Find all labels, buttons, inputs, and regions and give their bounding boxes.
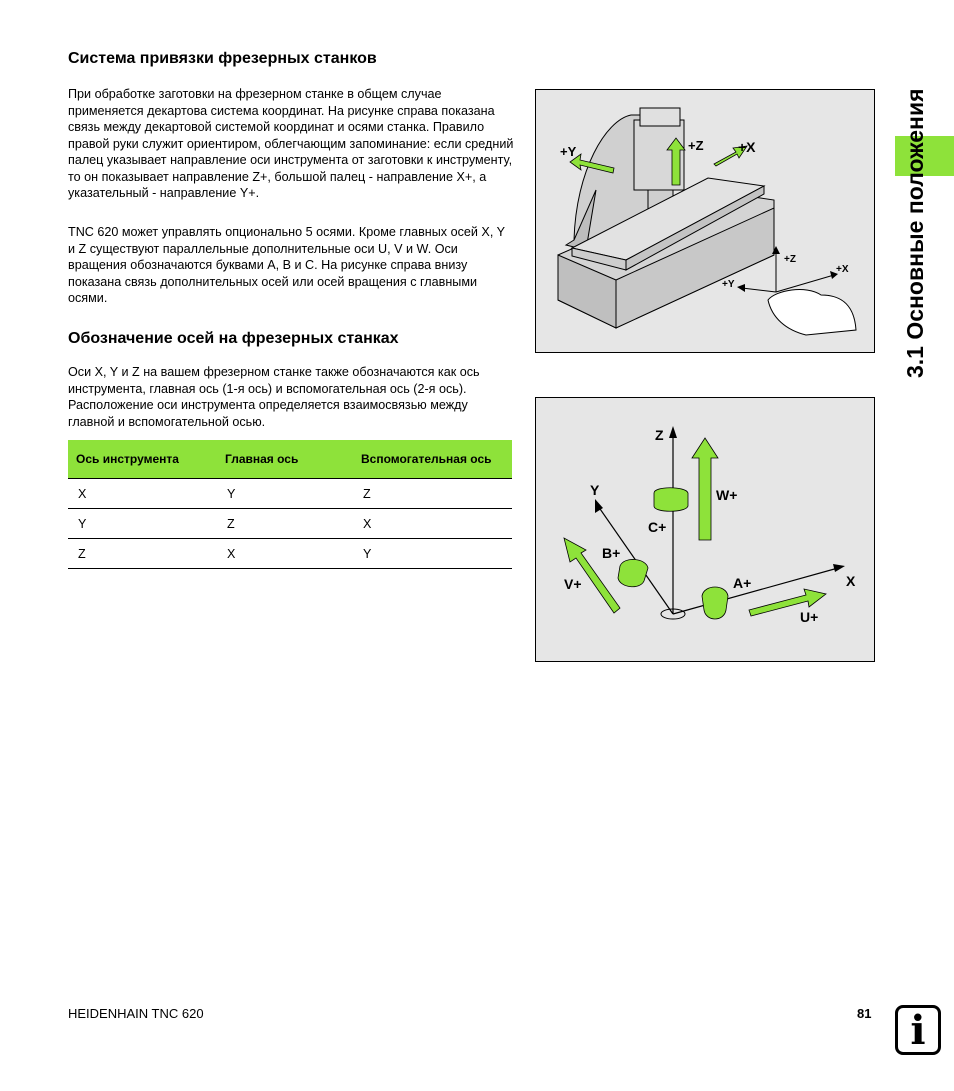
chapter-side-title: 3.1 Основные положения <box>902 88 928 378</box>
label-plus-x: +X <box>738 139 756 155</box>
label-u-plus: U+ <box>800 609 819 625</box>
paragraph-axes-count: TNC 620 может управлять опционально 5 осями. Кроме главных осей X, Y и Z существуют параллельные дополнительные оси U, V и W. Оси вращения обозначаются буквами A, B и C. На рисунке справа внизу показана связь дополнительных осей или осей вращения с главными осями. <box>68 225 505 305</box>
header-main-axis: Главная ось <box>217 440 353 479</box>
label-b-plus: B+ <box>602 545 621 561</box>
label-w-plus: W+ <box>716 487 738 503</box>
label-c-plus: C+ <box>648 519 667 535</box>
table-cell: Z <box>217 509 353 539</box>
label-v-plus: V+ <box>564 576 582 592</box>
page-number: 81 <box>857 1006 872 1021</box>
table-row <box>68 539 512 569</box>
hand-label-z: +Z <box>784 254 796 265</box>
label-x: X <box>846 573 856 589</box>
info-icon-letter: i <box>910 1007 926 1054</box>
header-tool-axis: Ось инструмента <box>68 440 217 479</box>
machine-illustration <box>536 90 874 352</box>
label-plus-y: +Y <box>560 144 577 159</box>
table-cell: Z <box>353 479 512 509</box>
hand-label-x: +X <box>836 264 849 275</box>
hand-icon <box>768 290 856 335</box>
footer-product-name: HEIDENHAIN TNC 620 <box>68 1006 204 1021</box>
table-cell: X <box>68 479 217 509</box>
rotation-b-icon <box>618 559 648 586</box>
rotation-a-icon <box>702 587 728 619</box>
arrow-w-icon <box>692 438 718 540</box>
axes-illustration <box>536 398 874 661</box>
label-a-plus: A+ <box>733 575 752 591</box>
table-row <box>68 479 512 509</box>
paragraph-reference-system: При обработке заготовки на фрезерном станке в общем случае применяется декартова система координат. На рисунке справа показана связь между декартовой системой координат и осями станка. Правило правой руки служит ориентиром, облегчающим запоминание: если средний палец указывает направление оси инструмента от заготовки к инструменту, то он показывает направление Z+, большой палец - направление X+, а указательный - направление Y+. <box>68 87 514 200</box>
table-cell: Y <box>68 509 217 539</box>
table-cell: Y <box>353 539 512 569</box>
table-cell: X <box>353 509 512 539</box>
table-row <box>68 509 512 539</box>
axis-table-header-row <box>68 440 512 479</box>
table-cell: X <box>217 539 353 569</box>
paragraph-axis-designation: Оси X, Y и Z на вашем фрезерном станке также обозначаются как ось инструмента, главная ось (1-я ось) и вспомогательная ось (2-я ось). Расположение оси инструмента определяется взаимосвязью между главной и вспомогательной осью. <box>68 365 480 429</box>
figure-additional-axes <box>535 397 875 662</box>
section-heading-reference-system: Система привязки фрезерных станков <box>68 50 377 67</box>
rotation-c-icon <box>654 488 688 512</box>
hand-label-y: +Y <box>722 279 735 290</box>
info-icon <box>895 1005 941 1055</box>
figure-machine-axes <box>535 89 875 353</box>
axis-table <box>68 440 512 569</box>
table-cell: Z <box>68 539 217 569</box>
label-y: Y <box>590 482 600 498</box>
table-cell: Y <box>217 479 353 509</box>
header-secondary-axis: Вспомогательная ось <box>353 440 512 479</box>
label-z: Z <box>655 427 664 443</box>
section-heading-axis-designation: Обозначение осей на фрезерных станках <box>68 330 399 347</box>
label-plus-z: +Z <box>688 138 704 153</box>
